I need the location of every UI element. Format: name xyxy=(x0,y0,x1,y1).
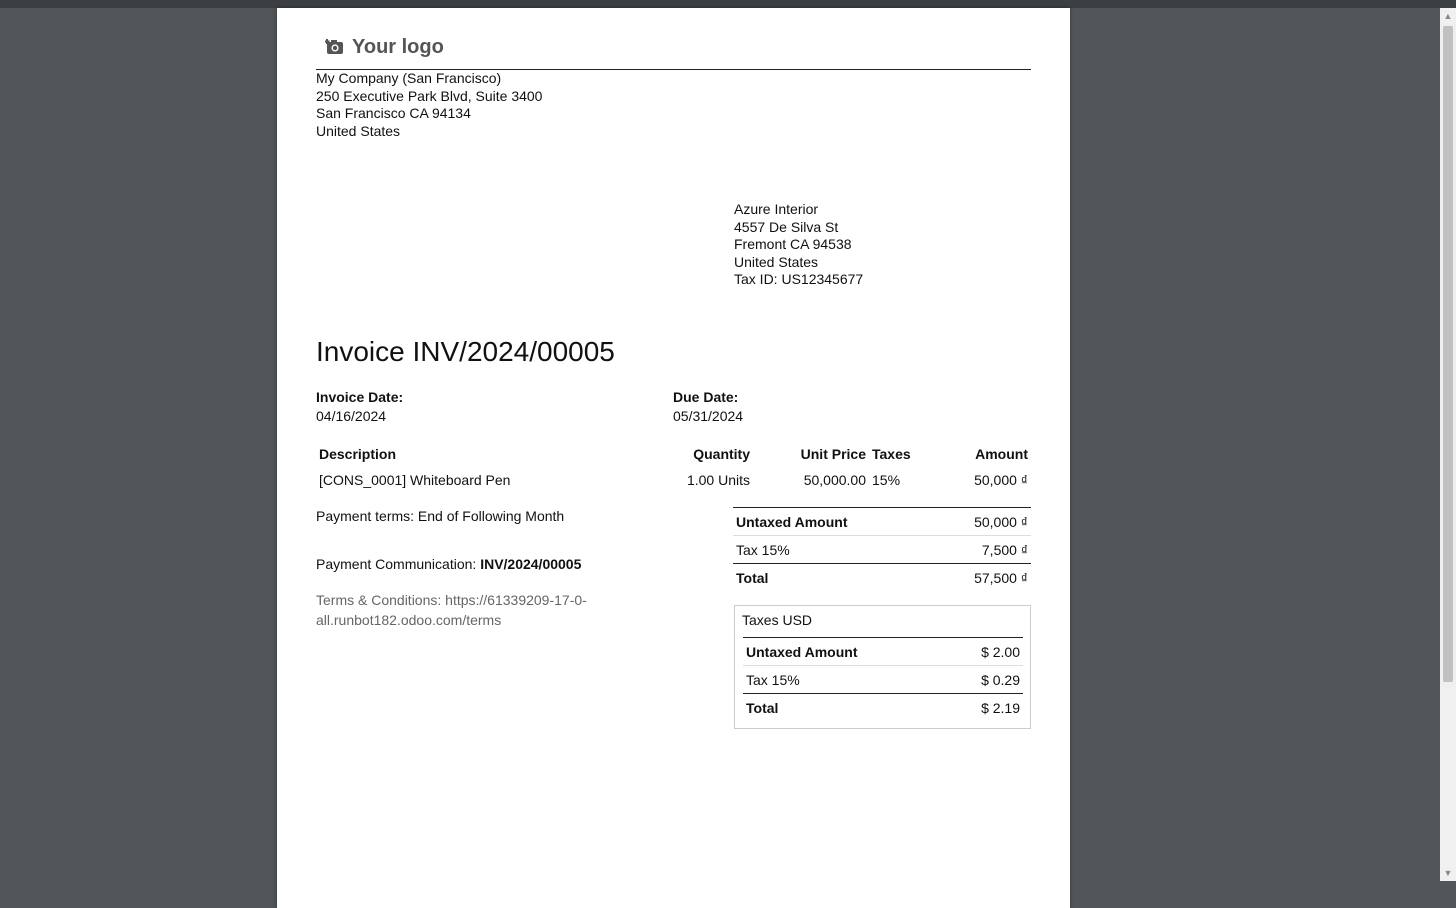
payment-terms: Payment terms: End of Following Month xyxy=(316,508,565,524)
line-description: [CONS_0001] Whiteboard Pen xyxy=(319,472,511,488)
col-quantity: Quantity xyxy=(693,446,750,462)
tax-row xyxy=(733,536,1031,564)
table-header-row xyxy=(316,441,1031,467)
untaxed-label: Untaxed Amount xyxy=(733,508,930,536)
line-amount: 50,000 ₫ xyxy=(974,472,1028,488)
customer-city: Fremont CA 94538 xyxy=(734,236,852,252)
col-unit-price: Unit Price xyxy=(800,446,866,462)
invoice-date-label: Invoice Date: xyxy=(316,389,404,405)
invoice-date-block xyxy=(316,389,403,424)
tax-label: Tax 15% xyxy=(733,536,930,564)
company-city: San Francisco CA 94134 xyxy=(316,105,471,121)
untaxed-value: 50,000 ₫ xyxy=(930,508,1031,536)
company-street: 250 Executive Park Blvd, Suite 3400 xyxy=(316,87,543,104)
vertical-scrollbar[interactable] xyxy=(1440,8,1456,881)
usd-tax-value: $ 0.29 xyxy=(946,666,1023,694)
usd-totals-table xyxy=(743,637,1023,721)
customer-country: United States xyxy=(734,253,819,270)
usd-taxes-box xyxy=(734,605,1031,729)
usd-untaxed-row xyxy=(743,638,1023,666)
line-unit-price: 50,000.00 xyxy=(803,472,866,488)
usd-total-label: Total xyxy=(743,694,946,722)
company-logo xyxy=(325,34,444,60)
due-date-value: 05/31/2024 xyxy=(673,408,744,424)
untaxed-row xyxy=(733,508,1031,536)
usd-untaxed-value: $ 2.00 xyxy=(946,638,1023,666)
total-row xyxy=(733,564,1031,592)
tax-value: 7,500 ₫ xyxy=(930,536,1031,564)
payment-communication xyxy=(316,556,581,572)
usd-total-value: $ 2.19 xyxy=(946,694,1023,722)
company-name: My Company (San Francisco) xyxy=(316,70,502,86)
logo-text: Your logo xyxy=(352,35,444,58)
due-date-block xyxy=(673,389,743,424)
total-value: 57,500 ₫ xyxy=(930,564,1031,592)
col-description: Description xyxy=(319,446,397,462)
company-country: United States xyxy=(316,122,401,139)
payment-communication-label: Payment Communication: xyxy=(316,556,481,572)
totals-table xyxy=(733,507,1031,591)
total-label: Total xyxy=(733,564,930,592)
customer-tax-id: Tax ID: US12345677 xyxy=(734,271,864,287)
customer-name: Azure Interior xyxy=(734,201,819,217)
company-address xyxy=(316,70,542,140)
invoice-title: Invoice INV/2024/00005 xyxy=(316,336,615,367)
scrollbar-thumb[interactable] xyxy=(1443,26,1453,682)
usd-heading: Taxes USD xyxy=(742,612,813,628)
usd-tax-row xyxy=(743,666,1023,694)
col-amount: Amount xyxy=(975,446,1028,462)
customer-street: 4557 De Silva St xyxy=(734,218,839,235)
invoice-lines-table xyxy=(316,441,1031,493)
scroll-up-arrow-icon[interactable]: ▲ xyxy=(1443,11,1453,21)
invoice-date-value: 04/16/2024 xyxy=(316,408,387,424)
top-bar xyxy=(0,0,1456,8)
terms-and-conditions[interactable]: Terms & Conditions: https://61339209-17-0-all.runbot182.odoo.com/terms xyxy=(316,592,587,628)
payment-communication-value: INV/2024/00005 xyxy=(480,556,582,572)
scroll-down-arrow-icon[interactable]: ▼ xyxy=(1443,868,1453,878)
camera-icon xyxy=(325,37,345,57)
usd-untaxed-label: Untaxed Amount xyxy=(743,638,946,666)
usd-total-row xyxy=(743,694,1023,722)
table-row xyxy=(316,467,1031,493)
col-taxes: Taxes xyxy=(872,446,911,462)
customer-address xyxy=(734,201,863,289)
due-date-label: Due Date: xyxy=(673,389,739,405)
invoice-page xyxy=(277,8,1070,908)
usd-tax-label: Tax 15% xyxy=(743,666,946,694)
line-taxes: 15% xyxy=(872,472,901,488)
line-quantity: 1.00 Units xyxy=(686,472,750,488)
